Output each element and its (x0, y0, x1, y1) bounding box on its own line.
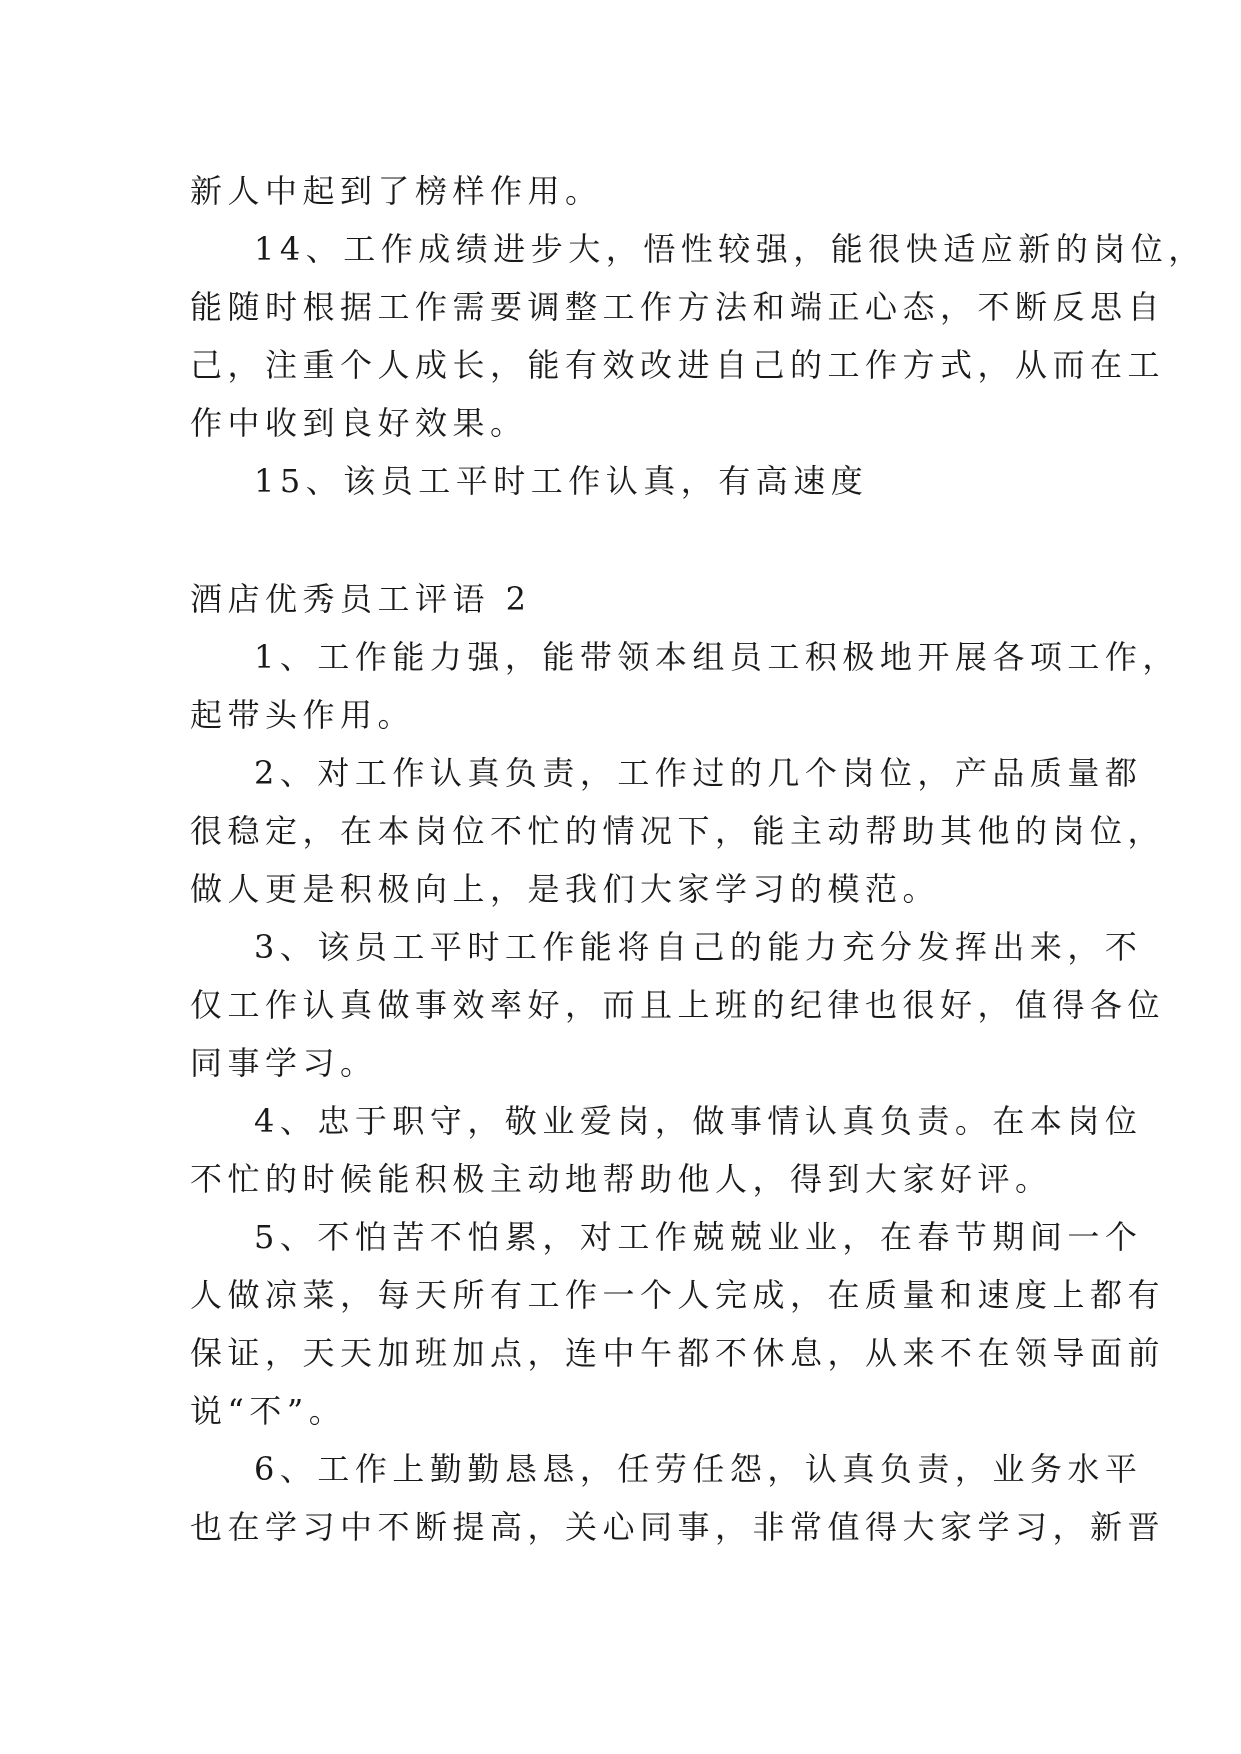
paragraph-line: 能随时根据工作需要调整工作方法和端正心态，不断反思自 (190, 288, 1166, 326)
paragraph-line: 说“不”。 (190, 1392, 347, 1430)
paragraph-line: 很稳定，在本岗位不忙的情况下，能主动帮助其他的岗位， (190, 812, 1166, 850)
paragraph-line: 也在学习中不断提高，关心同事，非常值得大家学习，新晋 (190, 1508, 1166, 1546)
paragraph-line: 2、对工作认真负责，工作过的几个岗位，产品质量都 (254, 754, 1143, 792)
paragraph-line: 不忙的时候能积极主动地帮助他人，得到大家好评。 (190, 1160, 1053, 1198)
paragraph-line: 人做凉菜，每天所有工作一个人完成，在质量和速度上都有 (190, 1276, 1166, 1314)
section-spacer (190, 510, 1060, 570)
paragraph-line: 14、工作成绩进步大，悟性较强，能很快适应新的岗位， (254, 230, 1206, 268)
paragraph-line: 6、工作上勤勤恳恳，任劳任怨，认真负责，业务水平 (254, 1450, 1143, 1488)
paragraph-line: 起带头作用。 (190, 696, 416, 734)
paragraph-line: 15、该员工平时工作认真，有高速度 (254, 462, 869, 500)
paragraph-line: 己，注重个人成长，能有效改进自己的工作方式，从而在工 (190, 346, 1166, 384)
paragraph-line: 作中收到良好效果。 (190, 404, 528, 442)
paragraph-line: 做人更是积极向上，是我们大家学习的模范。 (190, 870, 941, 908)
paragraph-line: 同事学习。 (190, 1044, 378, 1082)
paragraph-line: 4、忠于职守，敬业爱岗，做事情认真负责。在本岗位 (254, 1102, 1143, 1140)
paragraph-line: 1、工作能力强，能带领本组员工积极地开展各项工作， (254, 638, 1180, 676)
paragraph-line: 仅工作认真做事效率好，而且上班的纪律也很好，值得各位 (190, 986, 1166, 1024)
paragraph-line: 新人中起到了榜样作用。 (190, 172, 603, 210)
section-heading: 酒店优秀员工评语 2 (190, 580, 532, 618)
document-body (190, 162, 1206, 1556)
paragraph-line: 5、不怕苦不怕累，对工作兢兢业业，在春节期间一个 (254, 1218, 1143, 1256)
paragraph-line: 3、该员工平时工作能将自己的能力充分发挥出来，不 (254, 928, 1143, 966)
paragraph-line: 保证，天天加班加点，连中午都不休息，从来不在领导面前 (190, 1334, 1166, 1372)
